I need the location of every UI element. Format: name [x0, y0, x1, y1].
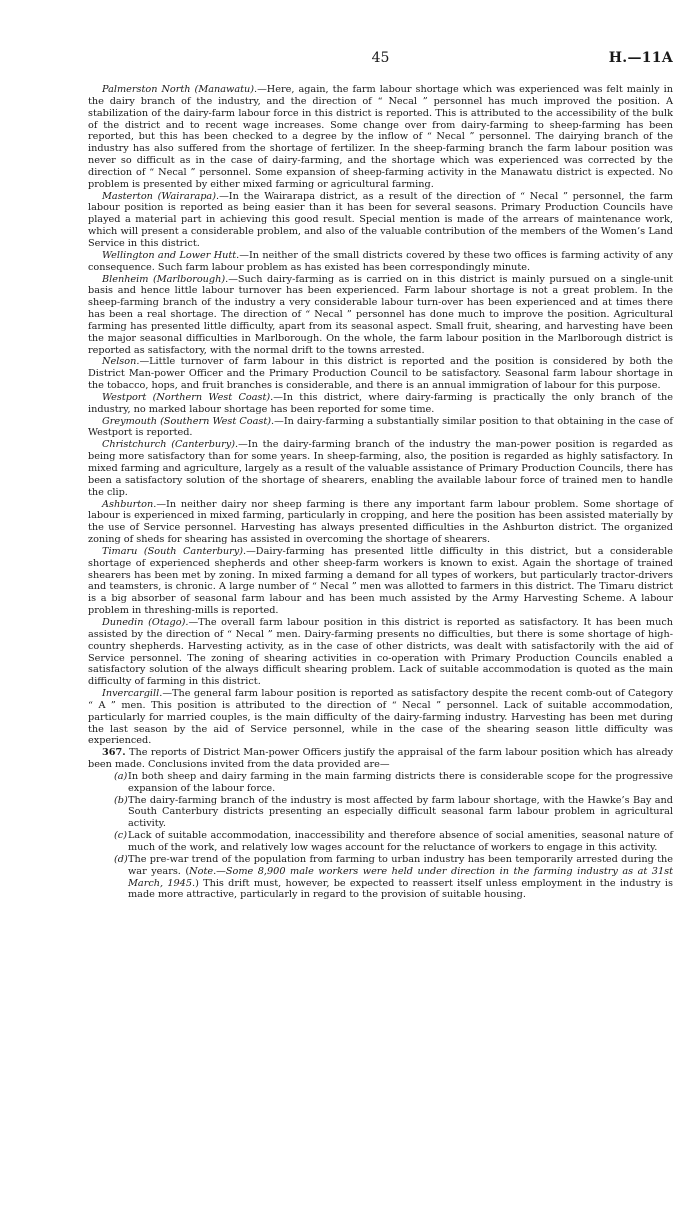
document-reference: H.—11A: [608, 50, 673, 66]
list-marker: (b): [114, 794, 128, 806]
paragraph-367: [88, 747, 673, 771]
list-item-text: In both sheep and dairy farming in the main farming districts there is considerable scope for the progressive expansion of the labour force.: [128, 770, 673, 794]
list-item-text: The pre-war trend of the population from farming to urban industry has been temporarily arrested during the war years. (: [128, 853, 673, 877]
paragraph-text: —Such dairy-farming as is carried on in this district is mainly pursued on a single-unit basis and hence little labour turnover has been experienced. Farm labour shortage is not a great problem. In the sheep-farming branch of the industry a very considerable labour turn-over has been experienced and at times there has been a real shortage. The direction of “ Necal ” personnel has done much to improve the position. Agricultural farming has presented little difficulty, apart from its seasonal aspect. Small fruit, shearing, and harvesting have been the major seasonal difficulties in Marlborough. On the whole, the farm labour position in the Marlborough district is reported as satisfactory, with the normal drift to the towns arrested.: [88, 273, 674, 356]
district-heading: Ashburton.: [102, 498, 157, 510]
district-heading: Palmerston North (Manawatu).: [102, 84, 258, 95]
paragraph-text: —Little turnover of farm labour in this district is reported and the position is considered by both the District Man-power Officer and the Primary Production Council to be satisfactory. Seasonal farm labour shortage in the tobacco, hops, and fruit branches is considerable, and there is an annual immigration of labour for this purpose.: [88, 356, 673, 392]
district-heading: Christchurch (Canterbury).: [102, 439, 239, 451]
note-text: Note.—Some 8,900 male workers were held under direction in the farming industry as at 31st March, 1945.: [128, 865, 673, 889]
paragraph-nelson: [88, 356, 673, 392]
district-heading: Blenheim (Marlborough).: [102, 273, 229, 285]
district-heading: Masterton (Wairarapa).: [102, 190, 220, 202]
paragraph-invercargill: [88, 688, 673, 747]
paragraph-wellington: [88, 250, 673, 274]
list-item-text: The dairy-farming branch of the industry is most affected by farm labour shortage, with the Hawke’s Bay and South Canterbury districts presenting an especially difficult seasonal farm labour problem in agricultural activity.: [128, 794, 673, 830]
list-item: [88, 795, 673, 831]
list-marker: (d): [114, 853, 128, 865]
paragraph-greymouth: [88, 416, 673, 440]
paragraph-text: —In this district, where dairy-farming is practically the only branch of the industry, no marked labour shortage has been reported for some time.: [88, 391, 673, 415]
list-marker: (a): [114, 770, 128, 782]
list-item-text-continued: ) This drift must, however, be expected to reassert itself unless employment in the industry is made more attractive, particularly in regard to the provision of suitable housing.: [128, 877, 673, 901]
paragraph-christchurch: [88, 439, 673, 498]
paragraph-masterton: [88, 191, 673, 250]
district-heading: Greymouth (Southern West Coast).: [102, 415, 275, 427]
paragraph-ashburton: [88, 499, 673, 546]
district-heading: Westport (Northern West Coast).: [102, 391, 274, 403]
conclusions-list: [88, 771, 673, 901]
district-heading: Dunedin (Otago).: [102, 616, 189, 628]
paragraph-westport: [88, 392, 673, 416]
paragraph-text: —In neither dairy nor sheep farming is there any important farm labour problem. Some shortage of labour is experienced in mixed farming, particularly in cropping, and here the position has been assisted materially by the use of Service personnel. Harvesting has always presented difficulties in the Ashburton district. The organized zoning of sheds for shearing has assisted in overcoming the shortage of shearers.: [88, 498, 673, 546]
paragraph-text: —The general farm labour position is reported as satisfactory despite the recent comb-out of Category “ A ” men. This position is attributed to the direction of “ Necal ” personnel. Lack of suitable accommodation, particularly for married couples, is the main difficulty of the dairy-farming industry. Harvesting has been met during the last season by the aid of Service personnel, while in the case of the shearing season little difficulty was experienced.: [88, 688, 673, 747]
district-heading: Timaru (South Canterbury).: [102, 545, 247, 557]
paragraph-text: —In the Wairarapa district, as a result of the direction of “ Necal ” personnel, the farm labour position is reported as being easier than it has been for several seasons. Primary Production Councils have played a material part in achieving this good result. Special mention is made of the arrears of maintenance work, which will present a considerable problem, and also of the valuable contribution of the members of the Women’s Land Service in this district.: [88, 190, 673, 249]
district-heading: Invercargill.: [102, 688, 163, 700]
paragraph-text: —In the dairy-farming branch of the industry the man-power position is regarded as being more satisfactory than for some years. In sheep-farming, also, the position is regarded as highly satisfactory. In mixed farming and agriculture, largely as a result of the valuable assistance of Primary Production Councils, there has been a satisfactory solution of the shortage of shearers, enabling the available labour force of trained men to handle the clip.: [88, 439, 674, 498]
paragraph-text: —In dairy-farming a substantially similar position to that obtaining in the case of Westport is reported.: [88, 415, 673, 439]
list-item: [88, 771, 673, 795]
paragraph-dunedin: [88, 617, 673, 688]
document-body: [88, 84, 673, 901]
district-heading: Wellington and Lower Hutt.: [102, 249, 240, 261]
list-marker: (c): [114, 830, 127, 842]
section-text: The reports of District Man-power Officers justify the appraisal of the farm labour position which has already been made. Conclusions invited from the data provided are—: [88, 747, 673, 771]
list-item-text: Lack of suitable accommodation, inaccessibility and therefore absence of social amenities, seasonal nature of much of the work, and relatively low wages account for the reluctance of workers to engage in this activity.: [128, 830, 673, 853]
paragraph-text: —Dairy-farming has presented little difficulty in this district, but a considerable shortage of experienced shepherds and other sheep-farm workers is known to exist. Again the shortage of trained shearers has been met by zoning. In mixed farming a demand for all types of workers, but particularly tractor-drivers and teamsters, is chronic. A large number of “ Necal ” men was allotted to farmers in this district. The Timaru district is a big absorber of seasonal farm labour and has been much assisted by the Army Harvesting Scheme. A labour problem in threshing-mills is reported.: [88, 545, 673, 617]
paragraph-text: —In neither of the small districts covered by these two offices is farming activity of any consequence. Such farm labour problem as has existed has been correspondingly minute.: [88, 249, 673, 273]
section-number: 367.: [102, 747, 126, 759]
list-item: [88, 830, 673, 854]
paragraph-blenheim: [88, 274, 673, 357]
district-heading: Nelson.: [102, 356, 140, 368]
paragraph-timaru: [88, 546, 673, 617]
paragraph-text: —Here, again, the farm labour shortage which was experienced was felt mainly in the dairy branch of the industry, and the direction of “ Necal ” personnel has much improved the position. A stabilization of the dairy-farm labour force in this district is reported. This is attributed to the accessibility of the bulk of the district and to recent wage increases. Some change over from dairy-farming to sheep-farming has been reported, but this has been checked to a degree by the inflow of “ Necal ” personnel. The dairying branch of the industry has also suffered from the shortage of fertilizer. In the sheep-farming branch the farm labour position was never so difficult as in the case of dairy-farming, and the shortage which was experienced was corrected by the direction of “ Necal ” personnel. Some expansion of sheep-farming activity in the Manawatu district is expected. No problem is presented by either mixed farming or agricultural farming.: [88, 84, 673, 190]
paragraph-palmerston-north: [88, 84, 673, 191]
list-item: [88, 854, 673, 901]
page-number: 45: [371, 50, 390, 66]
paragraph-text: —The overall farm labour position in this district is reported as satisfactory. It has been much assisted by the direction of “ Necal ” men. Dairy-farming presents no difficulties, but there is some shortage of high-country shepherds. Harvesting activity, as in the case of other districts, was dealt with satisfactorily with the aid of Service personnel. The zoning of shearing activities in co-operation with Primary Production Councils enabled a satisfactory solution of the always difficult shearing problem. Lack of suitable accommodation is quoted as the main difficulty of farming in this district.: [88, 616, 673, 688]
page-header: [88, 50, 673, 70]
